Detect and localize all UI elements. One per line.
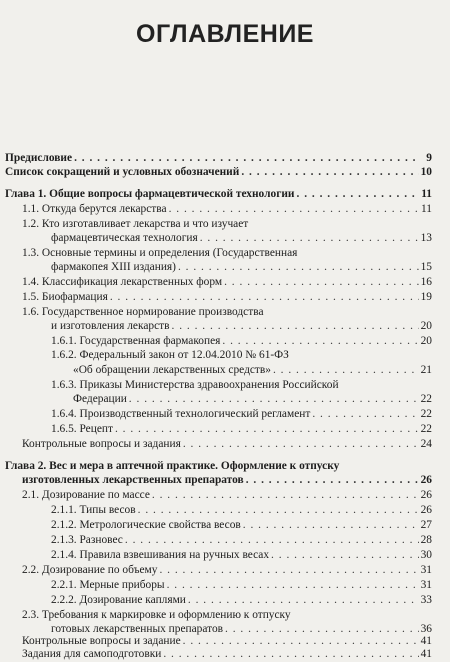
toc-entry-text: Задания для самоподготовки [22, 648, 162, 660]
toc-entry-text: 2.1.3. Разновес [51, 534, 123, 546]
toc-entry[interactable] [0, 231, 450, 245]
toc-entry-page: 11 [421, 188, 432, 200]
toc-entry[interactable] [0, 165, 450, 179]
toc-entry[interactable] [0, 378, 450, 392]
toc-entry-text: 1.6.5. Рецепт [51, 423, 113, 435]
toc-entry-text: 1.4. Классификация лекарственных форм [22, 276, 223, 288]
toc-entry-page: 21 [420, 364, 432, 376]
toc-entry-text: 1.6.2. Федеральный закон от 12.04.2010 № 61-ФЗ [51, 349, 289, 361]
toc-entry-text: Контрольные вопросы и задания [22, 438, 181, 450]
toc-leader-dots [188, 593, 419, 607]
toc-entry-text: 1.3. Основные термины и определения (Государственная [22, 247, 298, 259]
toc-entry[interactable] [0, 647, 450, 661]
toc-entry-text: 1.6.3. Приказы Министерства здравоохранения Российской [51, 379, 339, 391]
toc-entry-text: «Об обращении лекарственных средств» [73, 364, 271, 376]
toc-entry[interactable] [0, 563, 450, 577]
toc-leader-dots [129, 392, 419, 406]
toc-entry-text: 2.2. Дозирование по объему [22, 564, 158, 576]
toc-leader-dots [246, 473, 419, 487]
toc-entry[interactable] [0, 319, 450, 333]
toc-leader-dots [297, 187, 420, 201]
toc-entry-text: Глава 2. Вес и мера в аптечной практике. Оформление к отпуску [5, 460, 340, 472]
toc-entry[interactable] [0, 407, 450, 421]
toc-leader-dots [163, 647, 418, 661]
toc-entry[interactable] [0, 151, 450, 165]
toc-entry[interactable] [0, 422, 450, 436]
toc-entry[interactable] [0, 275, 450, 289]
toc-entry-text: 1.6.1. Государственная фармакопея [51, 335, 221, 347]
toc-entry[interactable] [0, 608, 450, 622]
toc-leader-dots [125, 533, 419, 547]
toc-entry[interactable] [0, 437, 450, 451]
toc-entry-page: 41 [420, 635, 432, 647]
toc-entry[interactable] [0, 634, 450, 648]
toc-entry-text: и изготовления лекарств [51, 320, 170, 332]
toc-entry[interactable] [0, 217, 450, 231]
toc-entry-page: 31 [420, 579, 432, 591]
toc-entry-text: Список сокращений и условных обозначений [5, 166, 240, 178]
toc-entry-page: 28 [420, 534, 432, 546]
toc-entry-text: 2.1.2. Метрологические свойства весов [51, 519, 241, 531]
toc-entry-text: 2.1.4. Правила взвешивания на ручных весах [51, 549, 270, 561]
toc-entry[interactable] [0, 503, 450, 517]
toc-leader-dots [200, 231, 419, 245]
toc-entry[interactable] [0, 363, 450, 377]
toc-entry-page: 33 [420, 594, 432, 606]
toc-leader-dots [169, 202, 419, 216]
toc-leader-dots [178, 260, 419, 274]
toc-entry[interactable] [0, 392, 450, 406]
toc-entry[interactable] [0, 202, 450, 216]
toc-entry-page: 19 [420, 291, 432, 303]
toc-entry-page: 26 [420, 489, 432, 501]
toc-leader-dots [183, 437, 419, 451]
toc-leader-dots [167, 578, 419, 592]
toc-entry[interactable] [0, 334, 450, 348]
toc-entry[interactable] [0, 473, 450, 487]
toc-entry[interactable] [0, 290, 450, 304]
toc-leader-dots [241, 165, 418, 179]
toc-leader-dots [74, 151, 420, 165]
toc-entry-text: 1.6.4. Производственный технологический регламент [51, 408, 311, 420]
toc-entry-page: 41 [420, 648, 432, 660]
toc-entry-page: 20 [420, 335, 432, 347]
toc-leader-dots [273, 363, 419, 377]
toc-entry[interactable] [0, 533, 450, 547]
toc-entry-page: 10 [420, 166, 432, 178]
toc-entry-text: изготовленных лекарственных препаратов [22, 474, 244, 486]
toc-leader-dots [159, 563, 418, 577]
toc-leader-dots [115, 422, 419, 436]
toc-entry-text: 2.1.1. Типы весов [51, 504, 136, 516]
toc-entry[interactable] [0, 488, 450, 502]
toc-entry-text: готовых лекарственных препаратов [51, 623, 224, 635]
toc-entry-text: фармакопея XIII издания) [51, 261, 176, 273]
toc-entry-page: 26 [420, 474, 432, 486]
toc-entry-page: 16 [420, 276, 432, 288]
toc-leader-dots [312, 407, 418, 421]
toc-entry-page: 26 [420, 504, 432, 516]
toc-leader-dots [243, 518, 419, 532]
toc-entry-text: фармацевтическая технология [51, 232, 198, 244]
toc-entry-page: 11 [421, 203, 432, 215]
toc-entry[interactable] [0, 593, 450, 607]
page-title: ОГЛАВЛЕНИЕ [136, 20, 314, 48]
toc-entry-page: 30 [420, 549, 432, 561]
toc-entry-page: 15 [420, 261, 432, 273]
toc-entry-text: Предисловие [5, 152, 73, 164]
toc-leader-dots [183, 634, 419, 648]
toc-entry-text: Глава 1. Общие вопросы фармацевтической технологии [5, 188, 295, 200]
toc-entry-text: 2.1. Дозирование по массе [22, 489, 150, 501]
toc-leader-dots [152, 488, 419, 502]
toc-entry-text: 1.6. Государственное нормирование производства [22, 306, 264, 318]
toc-entry-page: 22 [420, 408, 432, 420]
toc-entry-page: 13 [420, 232, 432, 244]
toc-entry-text: 1.5. Биофармация [22, 291, 108, 303]
toc-entry-page: 22 [420, 393, 432, 405]
toc-leader-dots [271, 548, 419, 562]
toc-entry-page: 27 [420, 519, 432, 531]
toc-entry-page: 36 [420, 623, 432, 635]
toc-entry-text: 1.2. Кто изготавливает лекарства и что изучает [22, 218, 249, 230]
toc-entry[interactable] [0, 348, 450, 362]
toc-entry[interactable] [0, 578, 450, 592]
toc-entry-text: 2.3. Требования к маркировке и оформлению к отпуску [22, 609, 291, 621]
toc-entry-page: 9 [426, 152, 432, 164]
toc-entry-text: Федерации [73, 393, 127, 405]
toc-entry-text: Контрольные вопросы и задание [22, 635, 181, 647]
toc-leader-dots [222, 334, 418, 348]
toc-entry[interactable] [0, 187, 450, 201]
toc-entry-page: 22 [420, 423, 432, 435]
toc-entry[interactable] [0, 518, 450, 532]
toc-entry[interactable] [0, 459, 450, 473]
toc-entry[interactable] [0, 548, 450, 562]
toc-leader-dots [224, 275, 419, 289]
toc-leader-dots [172, 319, 419, 333]
toc-entry-page: 20 [420, 320, 432, 332]
toc-entry-text: 1.1. Откуда берутся лекарства [22, 203, 167, 215]
toc-entry-page: 24 [420, 438, 432, 450]
toc-entry[interactable] [0, 246, 450, 260]
toc-entry-text: 2.2.1. Мерные приборы [51, 579, 165, 591]
toc-entry[interactable] [0, 260, 450, 274]
toc-leader-dots [110, 290, 419, 304]
toc-leader-dots [138, 503, 419, 517]
toc-entry[interactable] [0, 305, 450, 319]
toc-entry-text: 2.2.2. Дозирование каплями [51, 594, 186, 606]
toc-entry-page: 31 [420, 564, 432, 576]
